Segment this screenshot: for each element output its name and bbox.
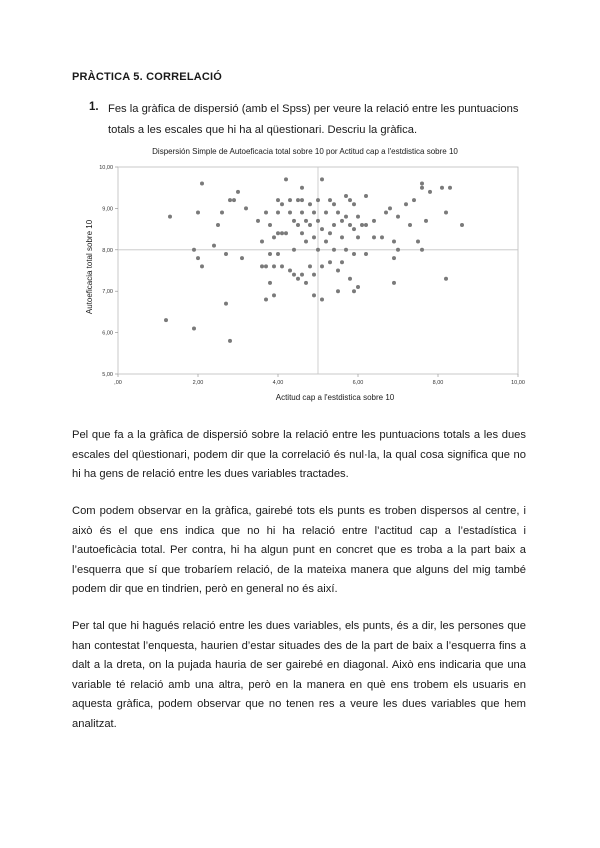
data-point: [356, 215, 360, 219]
data-point: [332, 223, 336, 227]
data-point: [360, 223, 364, 227]
data-point: [192, 326, 196, 330]
data-point: [312, 293, 316, 297]
data-point: [272, 264, 276, 268]
data-point: [336, 211, 340, 215]
data-point: [272, 235, 276, 239]
chart-points: [164, 177, 464, 342]
data-point: [384, 211, 388, 215]
x-tick-label: ,00: [114, 380, 122, 386]
x-tick-label: 10,00: [511, 380, 525, 386]
data-point: [356, 285, 360, 289]
data-point: [396, 248, 400, 252]
data-point: [364, 194, 368, 198]
data-point: [340, 219, 344, 223]
data-point: [200, 264, 204, 268]
data-point: [228, 198, 232, 202]
data-point: [280, 231, 284, 235]
data-point: [428, 190, 432, 194]
scatter-chart: [80, 142, 530, 412]
data-point: [380, 235, 384, 239]
data-point: [168, 215, 172, 219]
data-point: [292, 273, 296, 277]
data-point: [344, 248, 348, 252]
data-point: [312, 211, 316, 215]
data-point: [344, 215, 348, 219]
data-point: [364, 223, 368, 227]
data-point: [284, 231, 288, 235]
data-point: [268, 281, 272, 285]
data-point: [276, 198, 280, 202]
data-point: [416, 240, 420, 244]
data-point: [420, 186, 424, 190]
data-point: [320, 264, 324, 268]
data-point: [304, 240, 308, 244]
data-point: [324, 211, 328, 215]
data-point: [224, 252, 228, 256]
x-tick-label: 4,00: [272, 380, 284, 386]
data-point: [308, 223, 312, 227]
y-tick-label: 7,00: [102, 289, 113, 296]
data-point: [420, 248, 424, 252]
data-point: [284, 177, 288, 181]
data-point: [292, 248, 296, 252]
data-point: [332, 202, 336, 206]
x-axis-label: Actitud cap a l'estdistica sobre 10: [275, 393, 395, 402]
data-point: [288, 198, 292, 202]
data-point: [424, 219, 428, 223]
data-point: [264, 211, 268, 215]
data-point: [236, 190, 240, 194]
data-point: [300, 211, 304, 215]
question-number: 1.: [89, 101, 99, 113]
data-point: [232, 198, 236, 202]
data-point: [328, 260, 332, 264]
data-point: [240, 256, 244, 260]
data-point: [300, 198, 304, 202]
data-point: [292, 219, 296, 223]
data-point: [260, 264, 264, 268]
data-point: [308, 264, 312, 268]
data-point: [280, 202, 284, 206]
data-point: [364, 252, 368, 256]
data-point: [300, 231, 304, 235]
data-point: [300, 273, 304, 277]
data-point: [440, 186, 444, 190]
data-point: [336, 269, 340, 273]
data-point: [300, 186, 304, 190]
data-point: [328, 198, 332, 202]
data-point: [260, 240, 264, 244]
data-point: [420, 182, 424, 186]
data-point: [216, 223, 220, 227]
paragraph-3: Per tal que hi hagués relació entre les dues variables, els punts, és a dir, les persones que han contestat l’enquesta, haurien d’estar situades des de la part de baix a l’esquerra fins a dalt a la dreta, on la pujada hauria de ser gairebé en diagonal. Això ens indicaria que una variable té relació amb una altra, però en la manera en què ens trobem els usuaris en aquesta gràfica, podem observar que no tenen res a veure les dues variables que hem analitzat.: [72, 620, 526, 730]
data-point: [268, 223, 272, 227]
data-point: [316, 198, 320, 202]
data-point: [392, 240, 396, 244]
data-point: [296, 198, 300, 202]
data-point: [276, 252, 280, 256]
data-point: [304, 281, 308, 285]
data-point: [404, 202, 408, 206]
data-point: [448, 186, 452, 190]
question-text: Fes la gràfica de dispersió (amb el Spss) per veure la relació entre les puntuacions totals a les escales que hi ha al qüestionari. Descriu la gràfica.: [108, 103, 519, 136]
data-point: [268, 252, 272, 256]
data-point: [332, 248, 336, 252]
data-point: [164, 318, 168, 322]
data-point: [388, 206, 392, 210]
data-point: [340, 235, 344, 239]
data-point: [320, 177, 324, 181]
data-point: [392, 281, 396, 285]
y-tick-label: 8,00: [102, 247, 113, 254]
paragraph-1: Pel que fa a la gràfica de dispersió sobre la relació entre les puntuacions totals a les dues escales del qüestionari, podem dir que la correlació és nul·la, la qual cosa significa que no hi ha gens de relació entre les dues variables tractades.: [72, 429, 526, 481]
data-point: [264, 297, 268, 301]
data-point: [312, 273, 316, 277]
data-point: [276, 211, 280, 215]
data-point: [224, 302, 228, 306]
data-point: [412, 198, 416, 202]
data-point: [348, 277, 352, 281]
data-point: [352, 227, 356, 231]
data-point: [396, 215, 400, 219]
data-point: [316, 248, 320, 252]
data-point: [312, 235, 316, 239]
data-point: [196, 256, 200, 260]
data-point: [220, 211, 224, 215]
data-point: [328, 231, 332, 235]
data-point: [408, 223, 412, 227]
y-tick-label: 5,00: [102, 372, 113, 378]
y-axis-label: Autoeficacia total sobre 10: [85, 219, 94, 315]
data-point: [352, 289, 356, 293]
data-point: [356, 235, 360, 239]
data-point: [296, 223, 300, 227]
data-point: [308, 202, 312, 206]
data-point: [296, 277, 300, 281]
x-tick-label: 2,00: [192, 380, 204, 386]
paragraph-2: Com podem observar en la gràfica, gairebé tots els punts es troben dispersos al centre, i això és el que ens indica que no hi ha relació entre l’actitud cap a l’estadística i l’autoeficàcia total. Per contra, hi ha algun punt en concret que es troba a la part baix a l’esquerra que sí que trobaríem relació, de la mateixa manera que alguns del mig també podem dir que en tindrien, però en general no és així.: [72, 505, 526, 596]
y-tick-label: 9,00: [102, 206, 113, 213]
data-point: [460, 223, 464, 227]
data-point: [272, 293, 276, 297]
data-point: [444, 277, 448, 281]
y-tick-label: 6,00: [102, 330, 113, 337]
data-point: [336, 289, 340, 293]
data-point: [344, 194, 348, 198]
data-point: [348, 198, 352, 202]
data-point: [228, 339, 232, 343]
data-point: [196, 211, 200, 215]
data-point: [316, 219, 320, 223]
data-point: [372, 219, 376, 223]
data-point: [352, 252, 356, 256]
data-point: [280, 264, 284, 268]
data-point: [348, 223, 352, 227]
y-tick-label: 10,00: [99, 165, 113, 171]
data-point: [372, 235, 376, 239]
data-point: [192, 248, 196, 252]
x-tick-label: 8,00: [432, 380, 444, 386]
data-point: [288, 269, 292, 273]
data-point: [276, 231, 280, 235]
data-point: [264, 264, 268, 268]
data-point: [212, 244, 216, 248]
data-point: [304, 219, 308, 223]
page-title: PRÀCTICA 5. CORRELACIÓ: [72, 71, 223, 83]
data-point: [244, 206, 248, 210]
data-point: [352, 202, 356, 206]
chart-axes: [99, 165, 525, 386]
data-point: [288, 211, 292, 215]
data-point: [320, 297, 324, 301]
chart-title: Dispersión Simple de Autoeficacia total sobre 10 por Actitud cap a l'estdistica sobre 10: [152, 147, 458, 156]
data-point: [320, 227, 324, 231]
data-point: [340, 260, 344, 264]
data-point: [324, 240, 328, 244]
data-point: [444, 211, 448, 215]
data-point: [392, 256, 396, 260]
data-point: [200, 182, 204, 186]
x-tick-label: 6,00: [352, 380, 364, 386]
data-point: [256, 219, 260, 223]
